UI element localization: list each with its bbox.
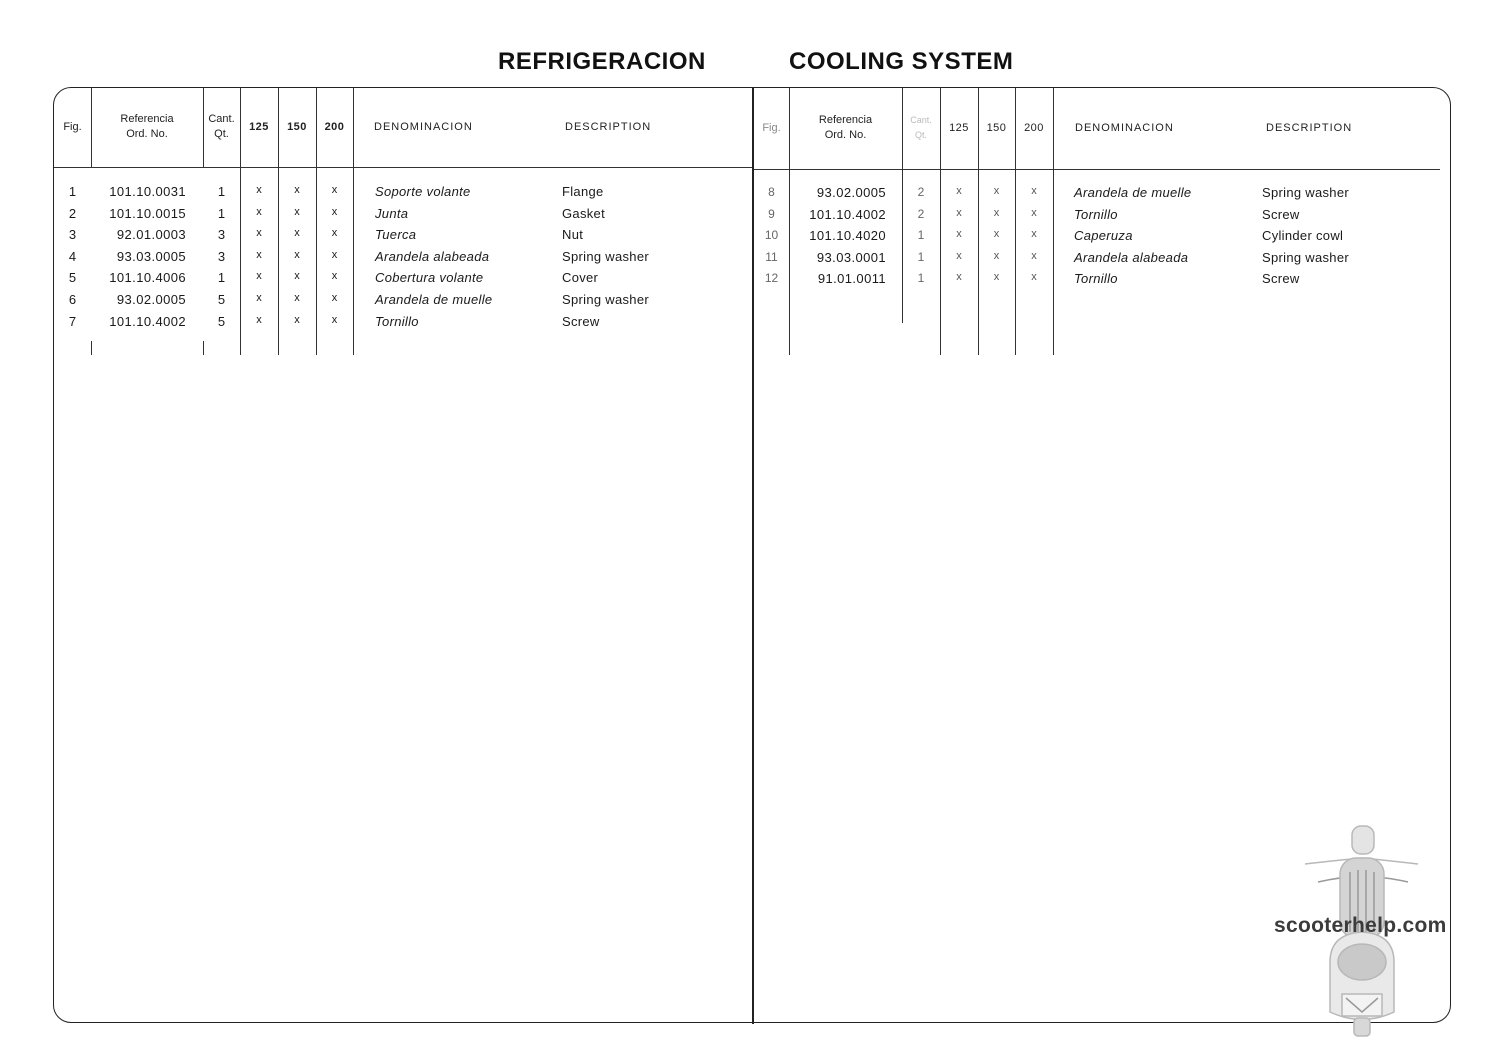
quantity: 1 [217, 184, 226, 199]
denominacion: Caperuza [1074, 228, 1133, 244]
header-description: DESCRIPTION [565, 121, 652, 133]
model-200-mark: x [1031, 206, 1037, 219]
model-150-mark: x [993, 185, 1000, 197]
header-150: 150 [287, 121, 307, 133]
header-cantidad-line2: Qt. [914, 130, 927, 140]
model-150-mark: x [294, 248, 300, 261]
reference-number: 101.10.4020 [809, 228, 886, 244]
reference-number: 91.01.0011 [817, 271, 886, 287]
description: Gasket [562, 205, 605, 221]
denominacion: Soporte volante [375, 184, 471, 199]
header-cantidad-line2: Qt. [214, 128, 229, 140]
header-cantidad-line1: Cant. [208, 113, 235, 125]
denominacion: Junta [375, 205, 409, 221]
model-200-mark: x [331, 313, 338, 326]
model-150-mark: x [993, 206, 1000, 219]
model-125-mark: x [956, 271, 962, 284]
header-200: 200 [1024, 122, 1044, 134]
header-fig: Fig. [63, 121, 82, 133]
model-200-mark: x [331, 248, 338, 261]
model-200-mark: x [1031, 228, 1037, 241]
model-150-mark: x [294, 313, 300, 326]
denominacion: Arandela alabeada [1074, 249, 1189, 265]
header-cantidad [203, 112, 240, 142]
header-referencia-line1: Referencia [120, 113, 174, 125]
model-150-mark: x [294, 184, 300, 196]
quantity: 2 [917, 185, 925, 199]
reference-number: 93.03.0001 [816, 249, 886, 265]
quantity: 1 [217, 205, 226, 221]
reference-number: 101.10.4002 [109, 313, 186, 329]
model-125-mark: x [956, 185, 962, 197]
fig-number: 5 [68, 270, 77, 286]
reference-number: 93.02.0005 [816, 185, 886, 200]
header-cantidad-line1: Cant. [910, 115, 932, 125]
model-200-mark: x [331, 292, 338, 304]
fig-number: 6 [68, 292, 77, 307]
denominacion: Arandela de muelle [375, 292, 493, 307]
fig-number: 11 [765, 249, 778, 264]
quantity: 5 [217, 313, 226, 329]
model-200-mark: x [1031, 271, 1037, 284]
quantity: 1 [217, 270, 226, 286]
model-125-mark: x [256, 205, 262, 218]
model-125-mark: x [956, 206, 962, 219]
description: Cover [562, 270, 599, 286]
watermark-scooterhelp: scooterhelp.com [1274, 914, 1447, 937]
model-200-mark: x [331, 227, 338, 240]
model-200-mark: x [331, 184, 338, 196]
reference-number: 101.10.0015 [109, 205, 186, 221]
model-200-mark: x [1031, 249, 1037, 262]
model-150-mark: x [294, 227, 300, 240]
description: Spring washer [1262, 185, 1349, 200]
fig-number: 8 [768, 185, 775, 199]
reference-number: 101.10.0031 [109, 184, 186, 199]
fig-number: 10 [764, 228, 779, 243]
quantity: 5 [217, 292, 226, 307]
model-125-mark: x [256, 313, 262, 326]
description: Nut [562, 227, 584, 243]
page-title-english: COOLING SYSTEM [789, 48, 1014, 75]
parts-table-left [54, 88, 752, 358]
header-referencia [91, 112, 203, 142]
header-referencia [789, 113, 902, 143]
quantity: 2 [917, 206, 925, 221]
quantity: 1 [917, 271, 925, 286]
reference-number: 101.10.4002 [809, 206, 886, 222]
denominacion: Tornillo [1074, 206, 1118, 222]
fig-number: 2 [68, 205, 77, 221]
denominacion: Arandela de muelle [1074, 185, 1192, 200]
description: Flange [562, 184, 604, 199]
description: Screw [1262, 206, 1300, 222]
description: Spring washer [562, 248, 649, 264]
fig-number: 7 [68, 313, 77, 329]
model-200-mark: x [1031, 185, 1037, 197]
reference-number: 92.01.0003 [116, 227, 186, 243]
quantity: 3 [217, 248, 226, 264]
header-fig: Fig. [762, 122, 781, 134]
denominacion: Tornillo [375, 313, 419, 329]
model-125-mark: x [256, 270, 262, 283]
denominacion: Tuerca [375, 227, 417, 243]
quantity: 1 [917, 228, 925, 243]
header-cantidad [902, 113, 940, 143]
model-200-mark: x [331, 270, 338, 283]
quantity: 1 [917, 249, 925, 264]
description: Spring washer [562, 292, 649, 307]
model-150-mark: x [294, 205, 300, 218]
header-125: 125 [949, 122, 969, 134]
description: Screw [1262, 271, 1300, 287]
page-title-spanish: REFRIGERACION [498, 48, 706, 75]
header-150: 150 [986, 122, 1007, 134]
model-125-mark: x [256, 292, 262, 304]
model-125-mark: x [256, 248, 262, 261]
fig-number: 9 [768, 206, 775, 221]
parts-table-right [754, 88, 1444, 358]
model-125-mark: x [956, 249, 962, 262]
fig-number: 4 [68, 248, 77, 264]
denominacion: Cobertura volante [375, 270, 484, 286]
model-150-mark: x [294, 270, 300, 283]
quantity: 3 [217, 227, 226, 243]
header-denominacion: DENOMINACION [374, 121, 473, 133]
header-200: 200 [324, 121, 345, 133]
header-referencia-line2: Ord. No. [824, 129, 867, 141]
reference-number: 93.03.0005 [116, 248, 186, 264]
denominacion: Arandela alabeada [375, 248, 490, 264]
header-referencia-line1: Referencia [818, 114, 873, 126]
fig-number: 1 [68, 184, 77, 199]
model-150-mark: x [993, 271, 1000, 284]
reference-number: 101.10.4006 [109, 270, 186, 286]
description: Cylinder cowl [1262, 228, 1344, 244]
description: Spring washer [1262, 249, 1349, 265]
header-125: 125 [249, 121, 269, 133]
denominacion: Tornillo [1074, 271, 1118, 287]
model-125-mark: x [256, 227, 262, 240]
model-125-mark: x [956, 228, 962, 241]
reference-number: 93.02.0005 [116, 292, 186, 307]
header-referencia-line2: Ord. No. [126, 128, 168, 140]
model-150-mark: x [993, 249, 1000, 262]
header-denominacion: DENOMINACION [1075, 122, 1174, 134]
model-125-mark: x [256, 184, 262, 196]
model-150-mark: x [294, 292, 300, 304]
fig-number: 12 [764, 271, 779, 286]
description: Screw [562, 313, 600, 329]
fig-number: 3 [68, 227, 77, 243]
model-200-mark: x [331, 205, 338, 218]
model-150-mark: x [993, 228, 1000, 241]
header-description: DESCRIPTION [1266, 122, 1353, 134]
